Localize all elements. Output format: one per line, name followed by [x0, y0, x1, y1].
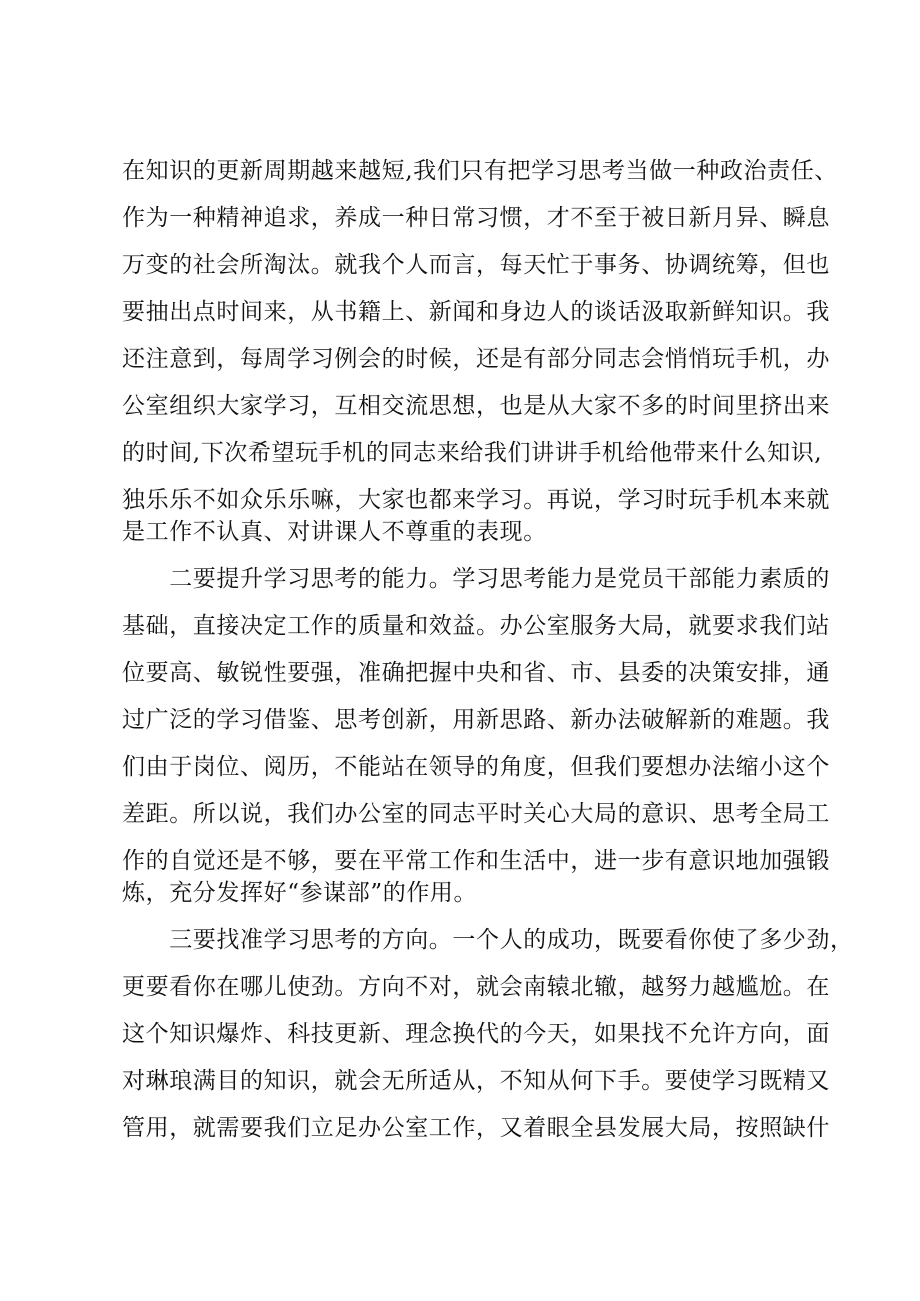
- text-line: 的时间,下次希望玩手机的同志来给我们讲讲手机给他带来什么知识,: [122, 440, 823, 466]
- text-line: 作的自觉还是不够，要在平常工作和生活中，进一步有意识地加强锻: [122, 848, 830, 874]
- text-line: 公室组织大家学习，互相交流思想，也是从大家不多的时间里挤出来: [122, 393, 830, 419]
- text-line: 过广泛的学习借鉴、思考创新，用新思路、新办法破解新的难题。我: [122, 707, 830, 733]
- text-line: 差距。所以说，我们办公室的同志平时关心大局的意识、思考全局工: [122, 801, 830, 827]
- paragraph-start-line: 二要提升学习思考的能力。学习思考能力是党员干部能力素质的: [122, 566, 830, 592]
- text-line: 万变的社会所淘汰。就我个人而言，每天忙于事务、协调统筹，但也: [122, 252, 830, 278]
- text-line: 独乐乐不如众乐乐嘛，大家也都来学习。再说，学习时玩手机本来就: [122, 487, 830, 513]
- text-line: 这个知识爆炸、科技更新、理念换代的今天，如果找不允许方向，面: [122, 1021, 830, 1047]
- text-line: 对琳琅满目的知识，就会无所适从，不知从何下手。要使学习既精又: [122, 1068, 830, 1094]
- text-line: 炼，充分发挥好“参谋部”的作用。: [122, 880, 478, 906]
- text-line: 要抽出点时间来，从书籍上、新闻和身边人的谈话汲取新鲜知识。我: [122, 299, 830, 325]
- text-line: 管用，就需要我们立足办公室工作，又着眼全县发展大局，按照缺什: [122, 1115, 830, 1141]
- text-line: 在知识的更新周期越来越短,我们只有把学习思考当做一种政治责任、: [122, 158, 838, 184]
- paragraph-start-line: 三要找准学习思考的方向。一个人的成功，既要看你使了多少劲，: [122, 927, 854, 953]
- text-line: 位要高、敏锐性要强，准确把握中央和省、市、县委的决策安排，通: [122, 660, 830, 686]
- text-line: 作为一种精神追求，养成一种日常习惯，才不至于被日新月异、瞬息: [122, 205, 830, 231]
- text-line: 是工作不认真、对讲课人不尊重的表现。: [122, 519, 547, 545]
- text-line: 还注意到，每周学习例会的时候，还是有部分同志会悄悄玩手机，办: [122, 346, 830, 372]
- text-line: 基础，直接决定工作的质量和效益。办公室服务大局，就要求我们站: [122, 613, 830, 639]
- text-line: 们由于岗位、阅历，不能站在领导的角度，但我们要想办法缩小这个: [122, 754, 830, 780]
- text-line: 更要看你在哪儿使劲。方向不对，就会南辕北辙，越努力越尴尬。在: [122, 974, 830, 1000]
